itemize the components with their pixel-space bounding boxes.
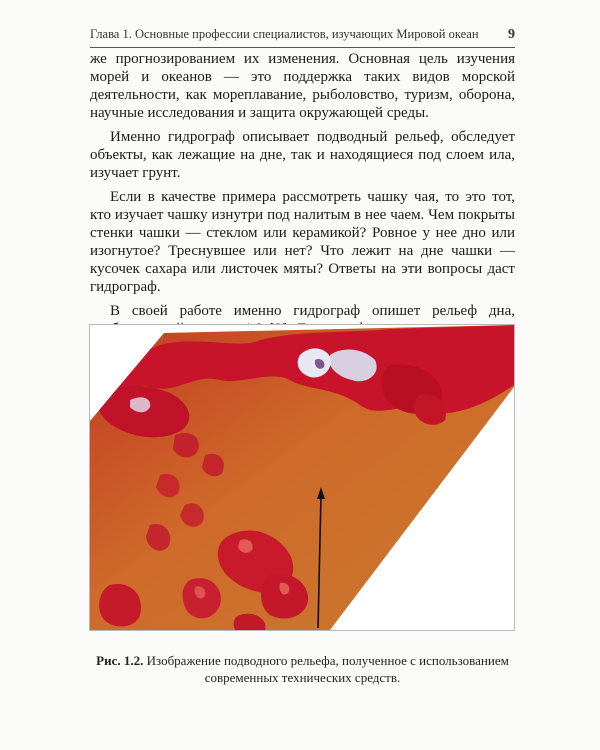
caption-text: Изображение подводного рельефа, полученное с использованием современных технических средств.: [146, 653, 509, 685]
running-header: [90, 27, 515, 48]
paragraph: Если в качестве примера рассмотреть чашку чая, то это тот, кто изучает чашку изнутри под налитым в нее чаем. Чем покрыты стенки чашки — стеклом или керамикой? Ровное у нее дно или изогнутое? Треснувшее или нет? Что лежит на дне чашки — кусочек сахара или листочек мяты? Ответы на эти вопросы даст гидрограф.: [90, 189, 515, 295]
paragraph: же прогнозированием их изменения. Основная цель изучения морей и океанов — это поддержка таких видов морской деятельности, как мореплавание, рыболовство, туризм, оборона, научные исследования и защита окружающей среды.: [90, 51, 515, 121]
paragraph: В своей работе именно гидрограф опишет рельеф дна,: [110, 303, 515, 319]
paragraph: Именно гидрограф описывает подводный рельеф, обследует объекты, как лежащие на дне, так и находящиеся под слоем ила, изучает грунт.: [90, 129, 515, 181]
body-text: [90, 50, 515, 362]
figure-caption: [90, 652, 515, 686]
seabed-relief-figure: [89, 324, 515, 631]
page-number: 9: [508, 27, 515, 42]
caption-label: Рис. 1.2.: [96, 653, 144, 668]
seabed-relief-image: [90, 325, 514, 630]
chapter-title: Глава 1. Основные профессии специалистов, изучающих Мировой океан: [90, 27, 479, 41]
